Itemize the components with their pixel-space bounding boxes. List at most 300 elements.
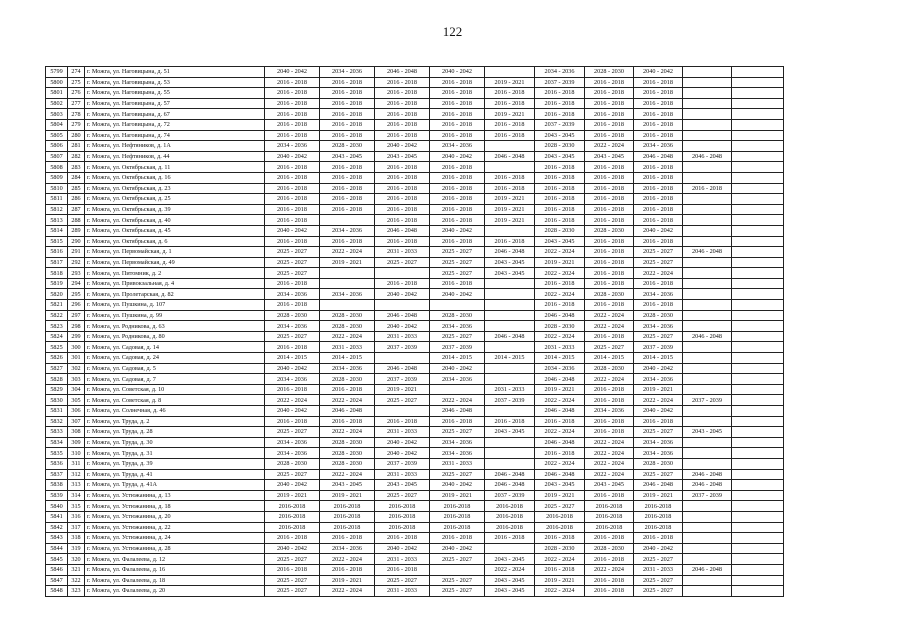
period-cell: 2016 - 2018 (430, 98, 485, 109)
period-cell (683, 289, 732, 300)
row-number: 5805 (46, 130, 68, 141)
item-number: 319 (68, 543, 85, 554)
period-cell (683, 458, 732, 469)
table-row (46, 469, 784, 480)
period-cell (485, 321, 535, 332)
period-cell: 2034 - 2036 (634, 141, 683, 152)
period-cell: 2016-2018 (430, 522, 485, 533)
period-cell: 2016 - 2018 (585, 384, 634, 395)
period-cell: 2016 - 2018 (585, 490, 634, 501)
table-row (46, 511, 784, 522)
row-number: 5808 (46, 162, 68, 173)
address-cell: г. Можга, ул. Наговицына, д. 51 (85, 67, 265, 78)
period-cell (683, 384, 732, 395)
address-cell: г. Можга, ул. Октябрьская, д. 23 (85, 183, 265, 194)
period-cell: 2016 - 2018 (265, 130, 320, 141)
table-row (46, 77, 784, 88)
item-number: 285 (68, 183, 85, 194)
table-row (46, 225, 784, 236)
table-row (46, 406, 784, 417)
row-number: 5820 (46, 289, 68, 300)
period-cell: 2037 - 2039 (485, 490, 535, 501)
item-number: 296 (68, 300, 85, 311)
period-cell: 2028 - 2030 (585, 67, 634, 78)
empty-cell (732, 172, 784, 183)
item-number: 316 (68, 511, 85, 522)
period-cell: 2016 - 2018 (585, 236, 634, 247)
empty-cell (732, 458, 784, 469)
period-cell: 2016 - 2018 (585, 533, 634, 544)
period-cell: 2037 - 2039 (535, 119, 585, 130)
period-cell: 2034 - 2036 (430, 437, 485, 448)
period-cell: 2028 - 2030 (585, 543, 634, 554)
address-cell: г. Можга, ул. Труда, д. 30 (85, 437, 265, 448)
period-cell: 2022 - 2024 (585, 374, 634, 385)
period-cell: 2028 - 2030 (535, 543, 585, 554)
period-cell: 2043 - 2045 (535, 130, 585, 141)
table-row (46, 480, 784, 491)
period-cell: 2016 - 2018 (265, 172, 320, 183)
item-number: 304 (68, 384, 85, 395)
period-cell: 2046 - 2048 (634, 480, 683, 491)
table-row (46, 300, 784, 311)
item-number: 302 (68, 363, 85, 374)
period-cell: 2016-2018 (634, 501, 683, 512)
item-number: 275 (68, 77, 85, 88)
table-row (46, 458, 784, 469)
period-cell (485, 162, 535, 173)
period-cell: 2016 - 2018 (485, 130, 535, 141)
item-number: 301 (68, 353, 85, 364)
empty-cell (732, 384, 784, 395)
period-cell: 2019 - 2021 (265, 490, 320, 501)
address-cell: г. Можга, ул. Фалалеева, д. 16 (85, 564, 265, 575)
period-cell: 2016-2018 (585, 501, 634, 512)
period-cell: 2016 - 2018 (634, 416, 683, 427)
address-cell: г. Можга, ул. Садовая, д. 5 (85, 363, 265, 374)
period-cell: 2016 - 2018 (585, 268, 634, 279)
address-cell: г. Можга, ул. Устюжанина, д. 20 (85, 511, 265, 522)
period-cell: 2022 - 2024 (320, 331, 375, 342)
period-cell: 2034 - 2036 (320, 543, 375, 554)
item-number: 292 (68, 257, 85, 268)
period-cell: 2019 - 2021 (535, 490, 585, 501)
table-row (46, 501, 784, 512)
address-cell: г. Можга, ул. Октябрьская, д. 25 (85, 194, 265, 205)
period-cell: 2043 - 2045 (535, 151, 585, 162)
period-cell: 2016-2018 (320, 501, 375, 512)
period-cell: 2046 - 2048 (375, 67, 430, 78)
period-cell: 2016 - 2018 (430, 533, 485, 544)
row-number: 5822 (46, 310, 68, 321)
period-cell: 2016 - 2018 (375, 88, 430, 99)
period-cell: 2016 - 2018 (375, 194, 430, 205)
row-number: 5844 (46, 543, 68, 554)
row-number: 5828 (46, 374, 68, 385)
address-cell: г. Можга, ул. Октябрьская, д. 40 (85, 215, 265, 226)
address-cell: г. Можга, ул. Труда, д. 2 (85, 416, 265, 427)
period-cell: 2034 - 2036 (265, 374, 320, 385)
period-cell: 2031 - 2033 (375, 554, 430, 565)
table-row (46, 490, 784, 501)
period-cell: 2014 - 2015 (634, 353, 683, 364)
period-cell: 2022 - 2024 (585, 310, 634, 321)
period-cell: 2016-2018 (430, 511, 485, 522)
period-cell (485, 363, 535, 374)
row-number: 5801 (46, 88, 68, 99)
period-cell: 2022 - 2024 (320, 469, 375, 480)
period-cell: 2025 - 2027 (430, 331, 485, 342)
period-cell: 2016 - 2018 (375, 172, 430, 183)
period-cell: 2016 - 2018 (265, 416, 320, 427)
address-cell: г. Можга, ул. Наговицына, д. 72 (85, 119, 265, 130)
period-cell: 2014 - 2015 (485, 353, 535, 364)
period-cell: 2016-2018 (585, 522, 634, 533)
period-cell: 2019 - 2021 (535, 257, 585, 268)
item-number: 291 (68, 247, 85, 258)
period-cell: 2025 - 2027 (265, 247, 320, 258)
period-cell: 2028 - 2030 (320, 374, 375, 385)
item-number: 306 (68, 406, 85, 417)
period-cell: 2025 - 2027 (375, 575, 430, 586)
period-cell: 2016 - 2018 (634, 236, 683, 247)
period-cell (683, 575, 732, 586)
period-cell: 2016 - 2018 (585, 554, 634, 565)
period-cell: 2016 - 2018 (485, 183, 535, 194)
period-cell: 2016 - 2018 (320, 236, 375, 247)
period-cell: 2019 - 2021 (485, 204, 535, 215)
period-cell: 2040 - 2042 (265, 363, 320, 374)
period-cell: 2034 - 2036 (430, 448, 485, 459)
row-number: 5843 (46, 533, 68, 544)
period-cell: 2040 - 2042 (634, 363, 683, 374)
period-cell: 2025 - 2027 (265, 268, 320, 279)
period-cell: 2016 - 2018 (320, 119, 375, 130)
period-cell: 2016-2018 (375, 522, 430, 533)
period-cell: 2040 - 2042 (265, 225, 320, 236)
period-cell: 2019 - 2021 (485, 77, 535, 88)
empty-cell (732, 109, 784, 120)
table-row (46, 162, 784, 173)
item-number: 310 (68, 448, 85, 459)
item-number: 312 (68, 469, 85, 480)
period-cell: 2031 - 2033 (375, 427, 430, 438)
period-cell: 2016 - 2018 (585, 162, 634, 173)
period-cell (683, 554, 732, 565)
period-cell: 2025 - 2027 (585, 342, 634, 353)
table-row (46, 130, 784, 141)
period-cell: 2034 - 2036 (265, 141, 320, 152)
address-cell: г. Можга, ул. Труда, д. 41 (85, 469, 265, 480)
period-cell: 2016 - 2018 (320, 533, 375, 544)
period-cell: 2016 - 2018 (265, 162, 320, 173)
period-cell: 2040 - 2042 (634, 225, 683, 236)
period-cell: 2016 - 2018 (535, 448, 585, 459)
row-number: 5799 (46, 67, 68, 78)
period-cell: 2031 - 2033 (375, 469, 430, 480)
period-cell: 2025 - 2027 (634, 331, 683, 342)
period-cell: 2016 - 2018 (320, 98, 375, 109)
period-cell: 2016-2018 (585, 511, 634, 522)
period-cell: 2037 - 2039 (683, 395, 732, 406)
period-cell: 2022 - 2024 (535, 458, 585, 469)
period-cell: 2034 - 2036 (265, 321, 320, 332)
table-row (46, 98, 784, 109)
period-cell (320, 278, 375, 289)
row-number: 5846 (46, 564, 68, 575)
period-cell: 2016 - 2018 (634, 162, 683, 173)
item-number: 279 (68, 119, 85, 130)
period-cell: 2025 - 2027 (375, 257, 430, 268)
empty-cell (732, 130, 784, 141)
table-row (46, 533, 784, 544)
period-cell: 2016 - 2018 (634, 533, 683, 544)
period-cell: 2016 - 2018 (585, 88, 634, 99)
period-cell: 2046 - 2048 (535, 469, 585, 480)
period-cell: 2016-2018 (375, 501, 430, 512)
period-cell: 2043 - 2045 (320, 480, 375, 491)
period-cell: 2016 - 2018 (375, 119, 430, 130)
row-number: 5825 (46, 342, 68, 353)
address-cell: г. Можга, ул. Труда, д. 31 (85, 448, 265, 459)
empty-cell (732, 406, 784, 417)
period-cell: 2046 - 2048 (375, 363, 430, 374)
address-cell: г. Можга, ул. Солнечная, д. 46 (85, 406, 265, 417)
period-cell (485, 67, 535, 78)
empty-cell (732, 257, 784, 268)
period-cell: 2016 - 2018 (265, 98, 320, 109)
period-cell: 2040 - 2042 (375, 437, 430, 448)
address-cell: г. Можга, ул. Советская, д. 10 (85, 384, 265, 395)
row-number: 5814 (46, 225, 68, 236)
period-cell: 2025 - 2027 (265, 331, 320, 342)
period-cell: 2016 - 2018 (634, 88, 683, 99)
item-number: 300 (68, 342, 85, 353)
period-cell (683, 77, 732, 88)
period-cell: 2043 - 2045 (485, 554, 535, 565)
period-cell: 2016 - 2018 (585, 300, 634, 311)
period-cell: 2025 - 2027 (265, 586, 320, 597)
period-cell: 2025 - 2027 (634, 554, 683, 565)
period-cell: 2016 - 2018 (634, 172, 683, 183)
period-cell: 2016 - 2018 (265, 300, 320, 311)
period-cell (485, 225, 535, 236)
period-cell: 2016 - 2018 (265, 384, 320, 395)
period-cell: 2016 - 2018 (265, 88, 320, 99)
period-cell: 2016 - 2018 (265, 278, 320, 289)
period-cell: 2016-2018 (634, 522, 683, 533)
period-cell: 2016 - 2018 (375, 109, 430, 120)
row-number: 5834 (46, 437, 68, 448)
address-cell: г. Можга, ул. Первомайская, д. 49 (85, 257, 265, 268)
period-cell: 2037 - 2039 (375, 374, 430, 385)
empty-cell (732, 586, 784, 597)
period-cell: 2016 - 2018 (430, 215, 485, 226)
period-cell: 2016 - 2018 (634, 130, 683, 141)
period-cell (683, 130, 732, 141)
period-cell: 2043 - 2045 (485, 257, 535, 268)
period-cell: 2040 - 2042 (375, 543, 430, 554)
address-cell: г. Можга, ул. Садовая, д. 7 (85, 374, 265, 385)
period-cell: 2016 - 2018 (585, 204, 634, 215)
period-cell: 2028 - 2030 (320, 141, 375, 152)
address-cell: г. Можга, ул. Устюжанина, д. 13 (85, 490, 265, 501)
row-number: 5807 (46, 151, 68, 162)
period-cell: 2043 - 2045 (535, 236, 585, 247)
period-cell: 2046 - 2048 (485, 469, 535, 480)
empty-cell (732, 151, 784, 162)
period-cell: 2046 - 2048 (634, 151, 683, 162)
period-cell: 2028 - 2030 (265, 458, 320, 469)
period-cell: 2016 - 2018 (634, 194, 683, 205)
item-number: 283 (68, 162, 85, 173)
period-cell: 2046 - 2048 (683, 564, 732, 575)
period-cell (485, 437, 535, 448)
address-cell: г. Можга, ул. Октябрьская, д. 16 (85, 172, 265, 183)
period-cell: 2022 - 2024 (585, 469, 634, 480)
period-cell: 2025 - 2027 (634, 469, 683, 480)
period-cell: 2022 - 2024 (585, 437, 634, 448)
period-cell (683, 204, 732, 215)
empty-cell (732, 480, 784, 491)
period-cell: 2016 - 2018 (585, 183, 634, 194)
period-cell: 2016 - 2018 (535, 215, 585, 226)
period-cell: 2019 - 2021 (320, 490, 375, 501)
period-cell: 2016 - 2018 (375, 183, 430, 194)
period-cell: 2046 - 2048 (683, 331, 732, 342)
period-cell: 2019 - 2021 (535, 575, 585, 586)
period-cell: 2037 - 2039 (535, 77, 585, 88)
address-cell: г. Можга, ул. Наговицына, д. 67 (85, 109, 265, 120)
period-cell: 2046 - 2048 (683, 247, 732, 258)
period-cell: 2014 - 2015 (320, 353, 375, 364)
address-cell: г. Можга, ул. Фалалеева, д. 12 (85, 554, 265, 565)
period-cell: 2040 - 2042 (430, 543, 485, 554)
period-cell: 2016 - 2018 (430, 88, 485, 99)
period-cell: 2016 - 2018 (320, 172, 375, 183)
period-cell (485, 310, 535, 321)
period-cell: 2043 - 2045 (485, 268, 535, 279)
period-cell (485, 458, 535, 469)
period-cell: 2043 - 2045 (485, 575, 535, 586)
period-cell: 2028 - 2030 (320, 321, 375, 332)
address-cell: г. Можга, ул. Родникова, д. 80 (85, 331, 265, 342)
empty-cell (732, 448, 784, 459)
period-cell: 2040 - 2042 (430, 480, 485, 491)
period-cell: 2016 - 2018 (375, 77, 430, 88)
period-cell (683, 363, 732, 374)
period-cell (485, 278, 535, 289)
empty-cell (732, 501, 784, 512)
period-cell: 2028 - 2030 (535, 225, 585, 236)
period-cell: 2046 - 2048 (320, 406, 375, 417)
row-number: 5800 (46, 77, 68, 88)
row-number: 5836 (46, 458, 68, 469)
table-row (46, 564, 784, 575)
period-cell: 2034 - 2036 (430, 141, 485, 152)
row-number: 5824 (46, 331, 68, 342)
table-row (46, 554, 784, 565)
period-cell (683, 141, 732, 152)
empty-cell (732, 225, 784, 236)
row-number: 5803 (46, 109, 68, 120)
table-row (46, 374, 784, 385)
period-cell: 2046 - 2048 (485, 331, 535, 342)
table-row (46, 247, 784, 258)
period-cell (683, 374, 732, 385)
item-number: 289 (68, 225, 85, 236)
period-cell: 2016 - 2018 (265, 342, 320, 353)
period-cell: 2022 - 2024 (265, 395, 320, 406)
period-cell: 2034 - 2036 (320, 225, 375, 236)
period-cell: 2016 - 2018 (485, 416, 535, 427)
empty-cell (732, 490, 784, 501)
period-cell: 2019 - 2021 (320, 257, 375, 268)
item-number: 323 (68, 586, 85, 597)
period-cell: 2016 - 2018 (485, 172, 535, 183)
period-cell: 2040 - 2042 (634, 406, 683, 417)
period-cell: 2028 - 2030 (430, 310, 485, 321)
period-cell (683, 67, 732, 78)
table-row (46, 194, 784, 205)
period-cell: 2046 - 2048 (535, 374, 585, 385)
empty-cell (732, 522, 784, 533)
period-cell: 2046 - 2048 (485, 480, 535, 491)
item-number: 278 (68, 109, 85, 120)
period-cell: 2014 - 2015 (585, 353, 634, 364)
address-cell: г. Можга, ул. Родникова, д. 63 (85, 321, 265, 332)
period-cell: 2016 - 2018 (535, 204, 585, 215)
period-cell: 2016 - 2018 (375, 215, 430, 226)
row-number: 5806 (46, 141, 68, 152)
period-cell: 2025 - 2027 (634, 586, 683, 597)
period-cell (683, 278, 732, 289)
period-cell (683, 310, 732, 321)
period-cell: 2040 - 2042 (634, 67, 683, 78)
period-cell: 2022 - 2024 (585, 448, 634, 459)
table-row (46, 321, 784, 332)
period-cell: 2034 - 2036 (634, 321, 683, 332)
row-number: 5809 (46, 172, 68, 183)
period-cell: 2034 - 2036 (265, 289, 320, 300)
item-number: 287 (68, 204, 85, 215)
item-number: 307 (68, 416, 85, 427)
table-row (46, 427, 784, 438)
period-cell: 2043 - 2045 (485, 586, 535, 597)
row-number: 5802 (46, 98, 68, 109)
period-cell: 2016 - 2018 (430, 162, 485, 173)
empty-cell (732, 416, 784, 427)
period-cell (683, 353, 732, 364)
period-cell (430, 384, 485, 395)
period-cell: 2016 - 2018 (535, 194, 585, 205)
table-row (46, 215, 784, 226)
period-cell: 2022 - 2024 (320, 586, 375, 597)
period-cell: 2046 - 2048 (485, 247, 535, 258)
period-cell (683, 88, 732, 99)
table-row (46, 236, 784, 247)
period-cell: 2016 - 2018 (634, 278, 683, 289)
empty-cell (732, 183, 784, 194)
row-number: 5823 (46, 321, 68, 332)
period-cell: 2016 - 2018 (634, 183, 683, 194)
period-cell: 2016 - 2018 (535, 98, 585, 109)
period-cell: 2016-2018 (634, 511, 683, 522)
period-cell: 2016 - 2018 (585, 331, 634, 342)
period-cell: 2040 - 2042 (375, 141, 430, 152)
empty-cell (732, 554, 784, 565)
row-number: 5817 (46, 257, 68, 268)
